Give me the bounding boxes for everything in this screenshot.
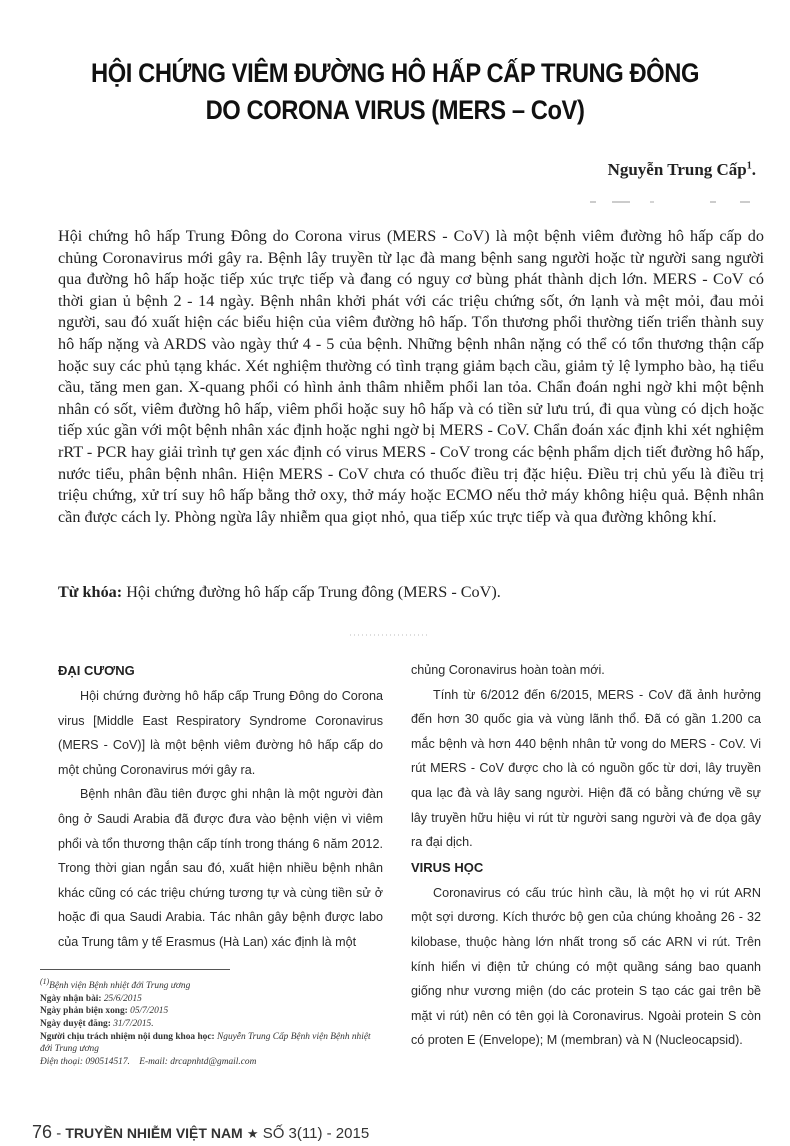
footnote-received <box>40 993 380 1006</box>
author-name <box>608 160 756 180</box>
footnote-reviewed <box>40 1005 380 1018</box>
author-affiliation-marker: 1 <box>746 160 752 172</box>
decorative-dashes <box>590 200 755 204</box>
footnote-phone-label: Điện thoại: <box>40 1056 83 1067</box>
section-heading-dai-cuong: ĐẠI CƯƠNG <box>58 663 135 678</box>
right-paragraph-2: Coronavirus có cấu trúc hình cầu, là một họ vi rút ARN một sợi dương. Kích thước bộ gen của chúng khoảng 26 - 32 kilobase, thuộc hàng lớn nhất trong số các ARN vi rút. Trên kính hiển vi điện tử chúng có một quầng sáng bao quanh giống như vương miện (do các protein S tạo các gai trên bề mặt vi rút) nên có tên gọi là Coronavirus. Ngoài protein S còn có proten E (Envelope); M (membran) và N (Nucleocapsid). <box>411 885 761 1048</box>
section-heading-virus-hoc: VIRUS HỌC <box>411 859 484 875</box>
star-icon: ★ <box>246 1126 259 1141</box>
footnote-received-date: 25/6/2015 <box>103 993 142 1004</box>
footnote-accepted-label: Ngày duyệt đăng: <box>40 1018 111 1029</box>
left-paragraph-2: Bệnh nhân đầu tiên được ghi nhận là một người đàn ông ở Saudi Arabia đã được đưa vào bệnh viện vì viêm phổi và tổn thương thận cấp tính trong tháng 6 năm 2012. Trong thời gian ngắn sau đó, xuất hiện nhiều bệnh nhân khác cũng có các triệu chứng tương tự và cùng tiền sử ở hoặc đi qua Saudi Arabia. Tác nhân gây bệnh được labo của Trung tâm y tế Erasmus (Hà Lan) xác định là một <box>58 787 383 949</box>
right-paragraph-1: Tính từ 6/2012 đến 6/2015, MERS - CoV đã ảnh hưởng đến hơn 30 quốc gia và vùng lãnh thổ. Đã có gần 1.200 ca mắc bệnh và hơn 440 bệnh nhân tử vong do MERS - CoV. Vi rút MERS - CoV được cho là có nguồn gốc từ dơi, lây truyền qua lạc đà và lây sang người. Hiện đã có bằng chứng về sự lây truyền hữu hiệu vi rút từ người sang người và đe dọa gây ra đại dịch. <box>411 687 761 850</box>
footnote-reviewed-label: Ngày phản biện xong: <box>40 1006 128 1017</box>
footnote-responsible <box>40 1031 380 1056</box>
footnote-responsible-label: Người chịu trách nhiệm nội dung khoa học: <box>40 1031 215 1042</box>
footnote-contact <box>40 1056 380 1069</box>
footnote-affiliation-marker: (1) <box>40 977 50 986</box>
right-column <box>411 658 761 1053</box>
article-title-line-2: DO CORONA VIRUS (MERS – CoV) <box>205 95 585 125</box>
footnote-accepted <box>40 1018 380 1031</box>
abstract-paragraph: Hội chứng hô hấp Trung Đông do Corona virus (MERS - CoV) là một bệnh viêm đường hô hấp cấp do chủng Coronavirus mới gây ra. Bệnh lây truyền từ lạc đà mang bệnh sang người hoặc từ người sang người qua đường hô hấp hoặc tiếp xúc trực tiếp và đang có nguy cơ bùng phát thành dịch lớn. MERS - CoV có thời gian ủ bệnh 2 - 14 ngày. Bệnh nhân khởi phát với các triệu chứng sốt, ớn lạnh và mệt mỏi, đau mỏi người, sau đó xuất hiện các biểu hiện của viêm đường hô hấp. Tổn thương phổi thường tiến triển thành suy hô hấp nặng và ARDS vào ngày thứ 4 - 5 của bệnh. Những bệnh nhân nặng có thể có tổn thương thận cấp hoặc suy các phủ tạng khác. Xét nghiệm thường có tình trạng giảm bạch cầu, giảm tỷ lệ lympho bào, hạ tiểu cầu, tăng men gan. X-quang phổi có hình ảnh thâm nhiễm phổi lan tỏa. Chẩn đoán nghi ngờ khi một bệnh nhân có sốt, viêm đường hô hấp, viêm phổi hoặc suy hô hấp và có tiền sử lưu trú, đi qua vùng có dịch hoặc tiếp xúc gần với một bệnh nhân xác định hoặc nghi ngờ bị MERS - CoV. Chẩn đoán xác định khi xét nghiệm rRT - PCR hay giải trình tự gen xác định có virus MERS - CoV trong các bệnh phẩm dịch tiết đường hô hấp, nước tiểu, phân bệnh nhân. Hiện MERS - CoV chưa có thuốc điều trị đặc hiệu. Điều trị chủ yếu là điều trị triệu chứng, xử trí suy hô hấp bằng thở oxy, thở máy hoặc ECMO nếu thở máy không hiệu quả. Bệnh nhân cần được cách ly. Phòng ngừa lây nhiễm qua giọt nhỏ, qua tiếp xúc trực tiếp và qua đường không khí. <box>58 227 764 526</box>
left-paragraph-1: Hội chứng đường hô hấp cấp Trung Đông do Corona virus [Middle East Respiratory Syndrome Coronavirus (MERS - CoV)] là một bệnh viêm đường hô hấp cấp do một chủng Coronavirus mới gây ra. <box>58 689 383 777</box>
right-paragraph-continuation: chủng Coronavirus hoàn toàn mới. <box>411 663 605 677</box>
footnote-email-label: E-mail: <box>139 1056 168 1067</box>
footnote-phone: 090514517. <box>85 1056 130 1067</box>
author-name-text: Nguyễn Trung Cấp <box>607 160 747 179</box>
journal-name: TRUYỀN NHIỄM VIỆT NAM <box>65 1125 243 1141</box>
footnote-received-label: Ngày nhận bài: <box>40 993 102 1004</box>
author-suffix: . <box>751 160 756 179</box>
issue-number: SỐ 3(11) - 2015 <box>262 1125 370 1142</box>
footnote-email: drcapnhtd@gmail.com <box>170 1056 257 1067</box>
keywords-line <box>58 582 764 604</box>
footnote-rule <box>40 969 230 970</box>
footnotes <box>40 976 380 1068</box>
keywords-label: Từ khóa: <box>58 583 123 601</box>
article-title-line-1: HỘI CHỨNG VIÊM ĐƯỜNG HÔ HẤP CẤP TRUNG ĐÔNG <box>91 58 699 88</box>
page-footer: 76 - TRUYỀN NHIỄM VIỆT NAM ★ SỐ 3(11) - 2015 <box>32 1122 370 1142</box>
left-column <box>58 658 383 955</box>
footnote-affiliation <box>40 976 380 993</box>
footnote-accepted-date: 31/7/2015. <box>113 1018 154 1029</box>
footnote-reviewed-date: 05/7/2015 <box>130 1006 169 1017</box>
page-number: 76 <box>32 1122 53 1142</box>
decorative-separator <box>350 634 430 636</box>
footnote-responsible-text: Nguyễn Trung Cấp Bệnh viện Bệnh nhiệt đới Trung ương <box>40 1031 371 1055</box>
footnote-affiliation-text: Bệnh viện Bệnh nhiệt đới Trung ương <box>49 981 191 992</box>
keywords-text: Hội chứng đường hô hấp cấp Trung đông (MERS - CoV). <box>126 583 501 601</box>
